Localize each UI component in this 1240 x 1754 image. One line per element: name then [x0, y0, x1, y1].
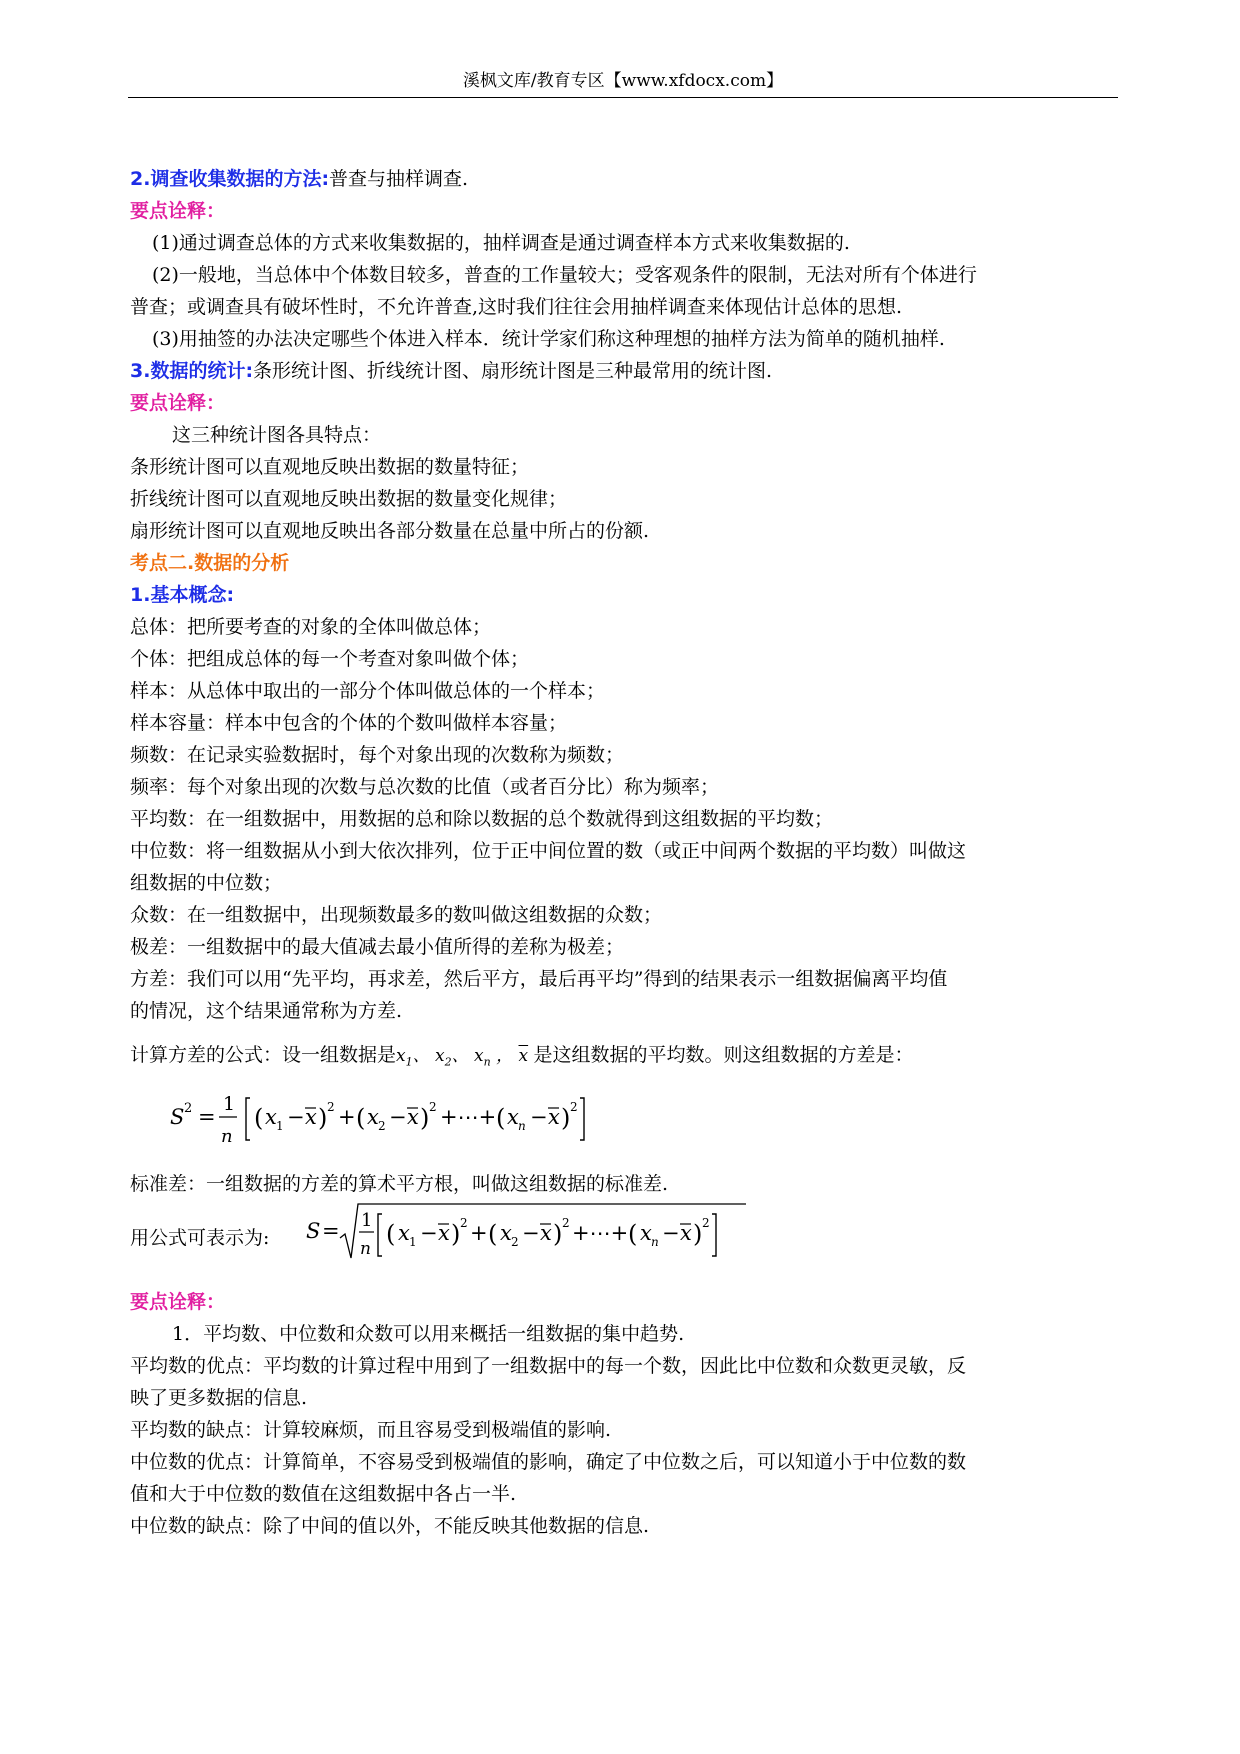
std-formula-intro: 用公式可表示为:: [130, 1227, 270, 1250]
svg-text:): ): [420, 1104, 430, 1133]
svg-text:2: 2: [460, 1216, 468, 1231]
section-3-heading: [130, 355, 1120, 387]
svg-text:x: x: [265, 1105, 277, 1130]
svg-text:2: 2: [429, 1100, 437, 1115]
svg-text:2: 2: [570, 1100, 578, 1115]
svg-text:+: +: [338, 1105, 356, 1130]
svg-text:+: +: [470, 1221, 488, 1246]
s2-note-1: (1)通过调查总体的方式来收集数据的，抽样调查是通过调查样本方式来收集数据的.: [152, 232, 850, 254]
svg-text:n: n: [518, 1119, 526, 1134]
svg-text:(: (: [628, 1220, 638, 1249]
svg-text:x: x: [500, 1221, 512, 1246]
median-def-line2: 组数据的中位数；: [130, 872, 283, 894]
svg-text:): ): [451, 1220, 461, 1249]
variance-formula: [130, 1078, 1120, 1158]
svg-text:S: S: [170, 1105, 185, 1130]
svg-text:S: S: [306, 1219, 321, 1244]
data-symbols: $x_1$、 $x_2$、 $x_n$ ， $\overline{x}$: [396, 1046, 529, 1069]
svg-text:=: =: [322, 1219, 340, 1244]
svg-text:): ): [318, 1104, 328, 1133]
svg-text:x: x: [640, 1221, 652, 1246]
median-def-line1: 中位数：将一组数据从小到大依次排列，位于正中间位置的数（或正中间两个数据的平均数）叫做这: [130, 840, 967, 862]
svg-text:2: 2: [327, 1100, 335, 1115]
document-body: [130, 163, 1120, 1542]
definition-item: 个体：把组成总体的每一个考查对象叫做个体；: [130, 648, 530, 670]
s2-note-3: (3)用抽签的办法决定哪些个体进入样本．统计学家们称这种理想的抽样方法为简单的随机抽样.: [152, 328, 945, 350]
s3-intro: 这三种统计图各具特点：: [172, 424, 382, 446]
svg-text:−: −: [287, 1105, 305, 1130]
svg-text:(: (: [356, 1104, 366, 1133]
s3-item: 折线统计图可以直观地反映出数据的数量变化规律；: [130, 488, 568, 510]
header-rule: [128, 97, 1118, 98]
median-con: 中位数的缺点：除了中间的值以外，不能反映其他数据的信息.: [130, 1515, 650, 1538]
svg-text:n: n: [221, 1126, 233, 1148]
svg-text:x: x: [548, 1105, 560, 1130]
variance-intro-before: 计算方差的公式：设一组数据是: [130, 1044, 397, 1066]
basic-concepts-label: 1.基本概念:: [130, 584, 235, 606]
svg-text:): ): [561, 1104, 571, 1133]
svg-text:−: −: [662, 1221, 680, 1246]
svg-text:x: x: [407, 1105, 419, 1130]
svg-text:2: 2: [378, 1119, 386, 1134]
definition-item: 样本容量：样本中包含的个体的个数叫做样本容量；: [130, 712, 568, 734]
kaodian-2-heading: 考点二.数据的分析: [130, 552, 290, 574]
svg-text:2: 2: [511, 1235, 519, 1250]
mean-con: 平均数的缺点：计算较麻烦，而且容易受到极端值的影响.: [130, 1419, 612, 1442]
section-2-text: 普查与抽样调查.: [329, 168, 469, 190]
svg-text:x: x: [398, 1221, 410, 1246]
svg-text:−: −: [420, 1221, 438, 1246]
svg-text:+⋯+: +⋯+: [572, 1221, 629, 1246]
std-formula-row: [130, 1200, 1120, 1264]
svg-text:n: n: [360, 1239, 371, 1260]
svg-text:−: −: [522, 1221, 540, 1246]
svg-text:−: −: [530, 1105, 548, 1130]
mean-pro-line2: 映了更多数据的信息.: [130, 1387, 308, 1410]
section-2-heading: [130, 163, 1120, 195]
median-pro-line1: 中位数的优点：计算简单，不容易受到极端值的影响，确定了中位数之后，可以知道小于中位数的数: [130, 1451, 967, 1474]
svg-text:1: 1: [361, 1210, 373, 1232]
svg-text:(: (: [386, 1220, 396, 1249]
page-header: 溪枫文库/教育专区【www.xfdocx.com】: [462, 71, 784, 91]
definition-item: 样本：从总体中取出的一部分个体叫做总体的一个样本；: [130, 680, 606, 702]
std-formula: [306, 1200, 746, 1264]
note-label: 要点诠释：: [130, 392, 226, 414]
svg-text:x: x: [438, 1221, 450, 1246]
svg-text:x: x: [540, 1221, 552, 1246]
svg-text:(: (: [496, 1104, 506, 1133]
s3-item: 条形统计图可以直观地反映出数据的数量特征；: [130, 456, 530, 478]
svg-text:2: 2: [184, 1101, 193, 1117]
svg-text:=: =: [198, 1105, 216, 1130]
median-pro-line2: 值和大于中位数的数值在这组数据中各占一半.: [130, 1483, 517, 1506]
s2-note-2b: 普查；或调查具有破坏性时，不允许普查,这时我们往往会用抽样调查来体现估计总体的思想.: [130, 296, 903, 318]
svg-text:(: (: [488, 1220, 498, 1249]
svg-text:x: x: [507, 1105, 519, 1130]
svg-text:2: 2: [562, 1216, 570, 1231]
mode-def: 众数：在一组数据中，出现频数最多的数叫做这组数据的众数；: [130, 904, 663, 926]
variance-def-line2: 的情况，这个结果通常称为方差.: [130, 1000, 403, 1022]
svg-text:1: 1: [409, 1235, 417, 1250]
note-label: 要点诠释：: [130, 1291, 226, 1314]
definition-item: 总体：把所要考查的对象的全体叫做总体；: [130, 616, 492, 638]
std-def: 标准差：一组数据的方差的算术平方根，叫做这组数据的标准差.: [130, 1173, 669, 1196]
variance-formula-intro: [130, 1039, 1120, 1078]
variance-intro-after: 是这组数据的平均数。则这组数据的方差是：: [533, 1044, 914, 1066]
range-def: 极差：一组数据中的最大值减去最小值所得的差称为极差；: [130, 936, 625, 958]
svg-text:(: (: [254, 1104, 264, 1133]
point-1: 1．平均数、中位数和众数可以用来概括一组数据的集中趋势.: [172, 1323, 685, 1346]
s2-note-2a: (2)一般地，当总体中个体数目较多，普查的工作量较大；受客观条件的限制，无法对所有个体进行: [152, 264, 977, 286]
svg-text:x: x: [680, 1221, 692, 1246]
svg-text:x: x: [367, 1105, 379, 1130]
svg-text:n: n: [651, 1235, 659, 1250]
definition-item: 频率：每个对象出现的次数与总次数的比值（或者百分比）称为频率；: [130, 776, 720, 798]
svg-text:1: 1: [276, 1119, 284, 1134]
note-label: 要点诠释：: [130, 200, 226, 222]
s3-item: 扇形统计图可以直观地反映出各部分数量在总量中所占的份额.: [130, 520, 650, 542]
svg-text:): ): [553, 1220, 563, 1249]
section-3-label: 3.数据的统计:: [130, 360, 254, 382]
definition-item: 频数：在记录实验数据时，每个对象出现的次数称为频数；: [130, 744, 625, 766]
svg-text:+⋯+: +⋯+: [440, 1105, 497, 1130]
svg-text:−: −: [389, 1105, 407, 1130]
svg-text:): ): [693, 1220, 703, 1249]
svg-text:x: x: [305, 1105, 317, 1130]
svg-text:1: 1: [223, 1093, 236, 1116]
svg-text:2: 2: [702, 1216, 710, 1231]
mean-pro-line1: 平均数的优点：平均数的计算过程中用到了一组数据中的每一个数，因此比中位数和众数更灵敏，反: [130, 1355, 967, 1378]
section-3-text: 条形统计图、折线统计图、扇形统计图是三种最常用的统计图.: [253, 360, 773, 382]
variance-def-line1: 方差：我们可以用“先平均，再求差，然后平方，最后再平均”得到的结果表示一组数据偏离平均值: [130, 968, 948, 990]
section-2-label: 2.调查收集数据的方法:: [130, 168, 330, 190]
definition-item: 平均数：在一组数据中，用数据的总和除以数据的总个数就得到这组数据的平均数；: [130, 808, 834, 830]
